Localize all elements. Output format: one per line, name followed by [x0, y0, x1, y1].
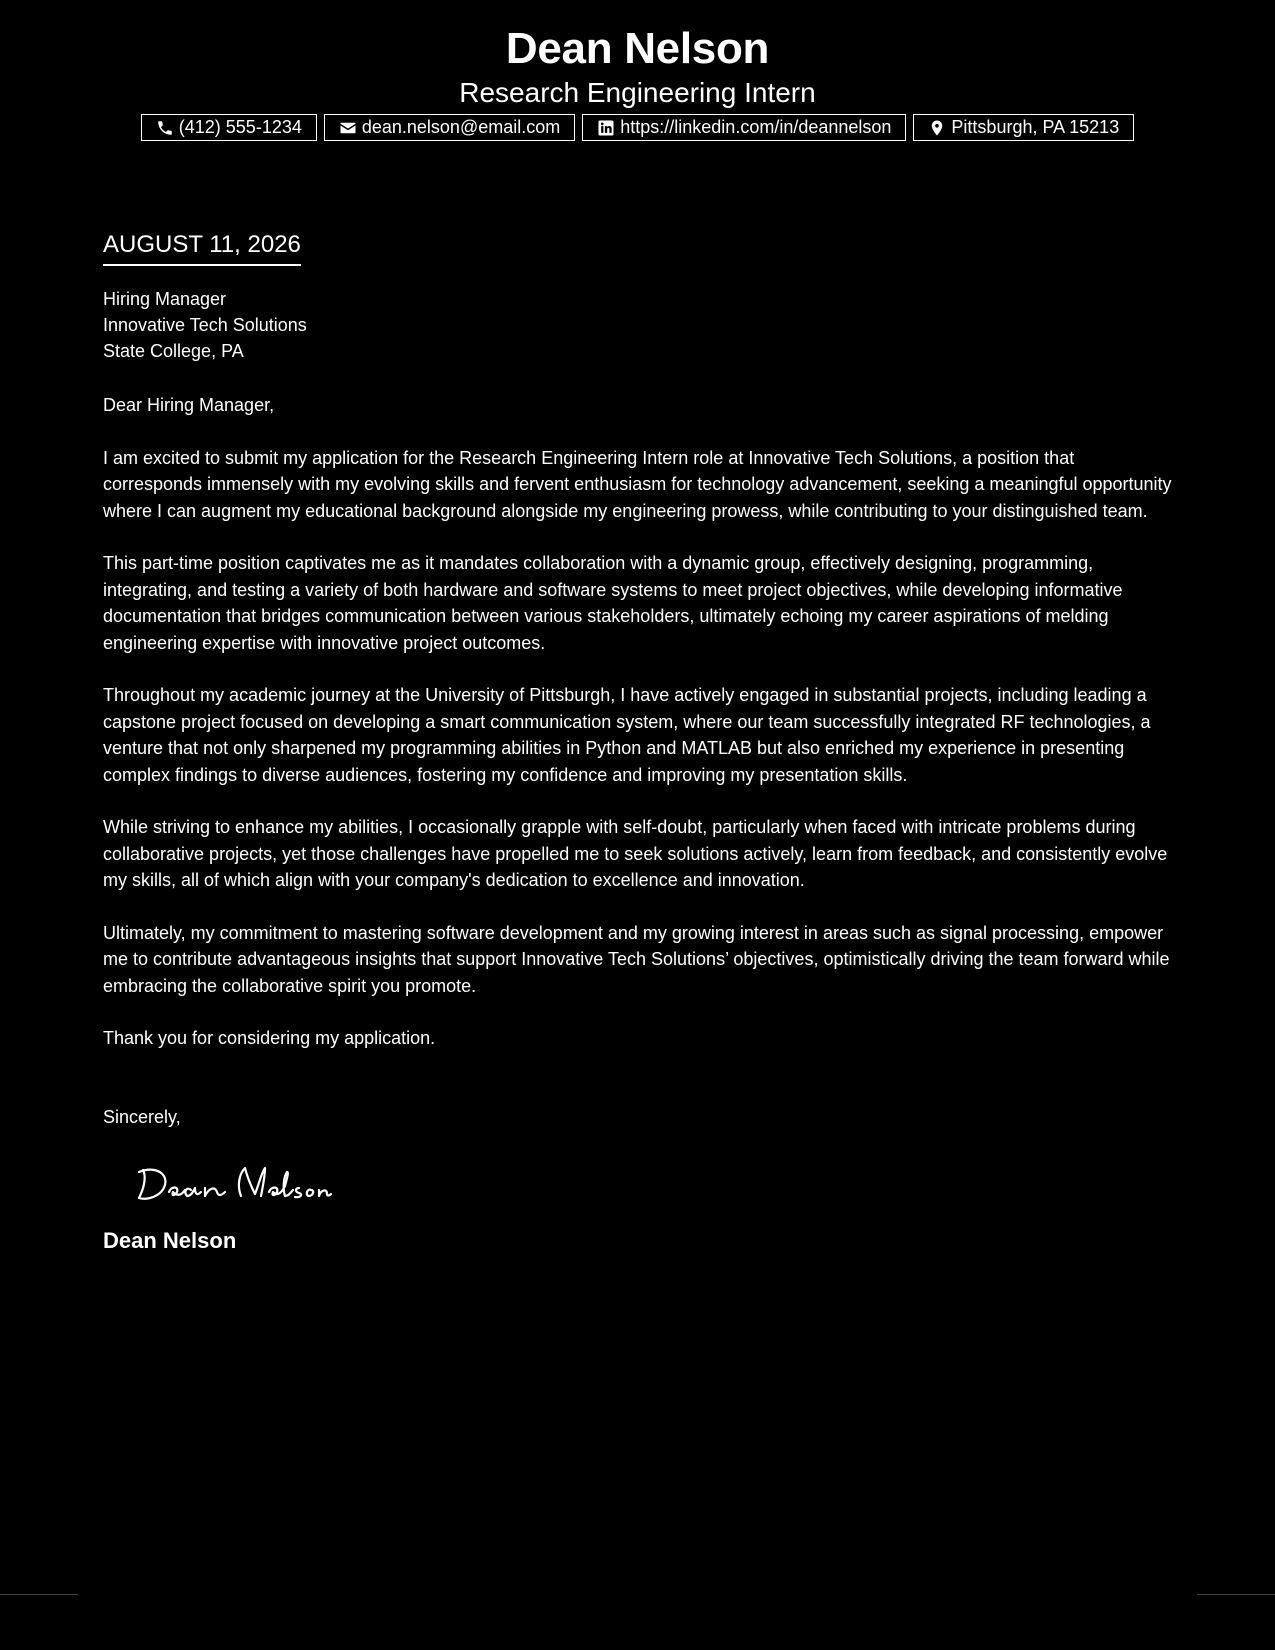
- email-text: dean.nelson@email.com: [361, 117, 561, 137]
- recipient-location: State College, PA: [103, 341, 244, 361]
- salutation: Dear Hiring Manager,: [103, 395, 275, 415]
- contact-phone[interactable]: [141, 114, 317, 141]
- letter-header: [0, 22, 1275, 110]
- recipient-block: [103, 286, 1175, 364]
- signer-name: Dean Nelson: [103, 1228, 237, 1253]
- contact-location[interactable]: [913, 114, 1134, 141]
- recipient-company: Innovative Tech Solutions: [103, 315, 307, 335]
- footer-rule-right: [1197, 1594, 1275, 1595]
- closing: Sincerely,: [103, 1106, 181, 1127]
- paragraph-1: I am excited to submit my application for the Research Engineering Intern role at Innovative Tech Solutions, a position that corresponds immensely with my evolving skills and fervent enthusiasm for technology advancement, seeking a meaningful opportunity where I can augment my educational background alongside my engineering prowess, while contributing to your distinguished team.: [103, 447, 1172, 521]
- recipient-title: Hiring Manager: [103, 289, 227, 309]
- location-text: Pittsburgh, PA 15213: [951, 117, 1120, 137]
- signature-image: [133, 1156, 333, 1210]
- phone-text: (412) 555-1234: [178, 117, 302, 137]
- handwritten-signature: [133, 1156, 1175, 1210]
- paragraph-4: While striving to enhance my abilities, I occasionally grapple with self-doubt, particularly when faced with intricate problems during collaborative projects, yet those challenges have propelled me to seek solutions actively, learn from feedback, and consistently evolve my skills, all of which align with your company's dedication to excellence and innovation.: [103, 817, 1168, 890]
- linkedin-text: https://linkedin.com/in/deannelson: [620, 117, 892, 137]
- envelope-icon: [339, 119, 357, 137]
- paragraph-5: Ultimately, my commitment to mastering software development and my growing interest in areas such as signal processing, empower me to contribute advantageous insights that support Innovative Tech Solutions’ objectives, optimistically driving the team forward while embracing the collaborative spirit you promote.: [103, 922, 1170, 996]
- letter-body: [103, 228, 1175, 1256]
- paragraph-3: Throughout my academic journey at the University of Pittsburgh, I have actively engaged in substantial projects, including leading a capstone project focused on developing a smart communication system, where our team successfully integrated RF technologies, a venture that not only sharpened my programming abilities in Python and MATLAB but also enriched my experience in presenting complex findings to diverse audiences, fostering my confidence and improving my presentation skills.: [103, 685, 1151, 785]
- applicant-role: Research Engineering Intern: [459, 77, 816, 108]
- letter-date: AUGUST 11, 2026: [103, 228, 301, 266]
- linkedin-icon: [597, 119, 615, 137]
- applicant-name: Dean Nelson: [505, 24, 770, 73]
- contact-linkedin[interactable]: [582, 114, 906, 141]
- contact-bar: [0, 114, 1275, 141]
- footer-rule-left: [0, 1594, 78, 1595]
- paragraph-2: This part-time position captivates me as it mandates collaboration with a dynamic group, effectively designing, programming, integrating, and testing a variety of both hardware and software systems to meet project objectives, while developing informative documentation that bridges communication between various stakeholders, ultimately echoing my career aspirations of melding engineering expertise with innovative project outcomes.: [103, 553, 1123, 653]
- map-pin-icon: [928, 119, 946, 137]
- contact-email[interactable]: [324, 114, 575, 141]
- phone-icon: [156, 119, 174, 137]
- paragraph-thanks: Thank you for considering my application.: [103, 1028, 436, 1048]
